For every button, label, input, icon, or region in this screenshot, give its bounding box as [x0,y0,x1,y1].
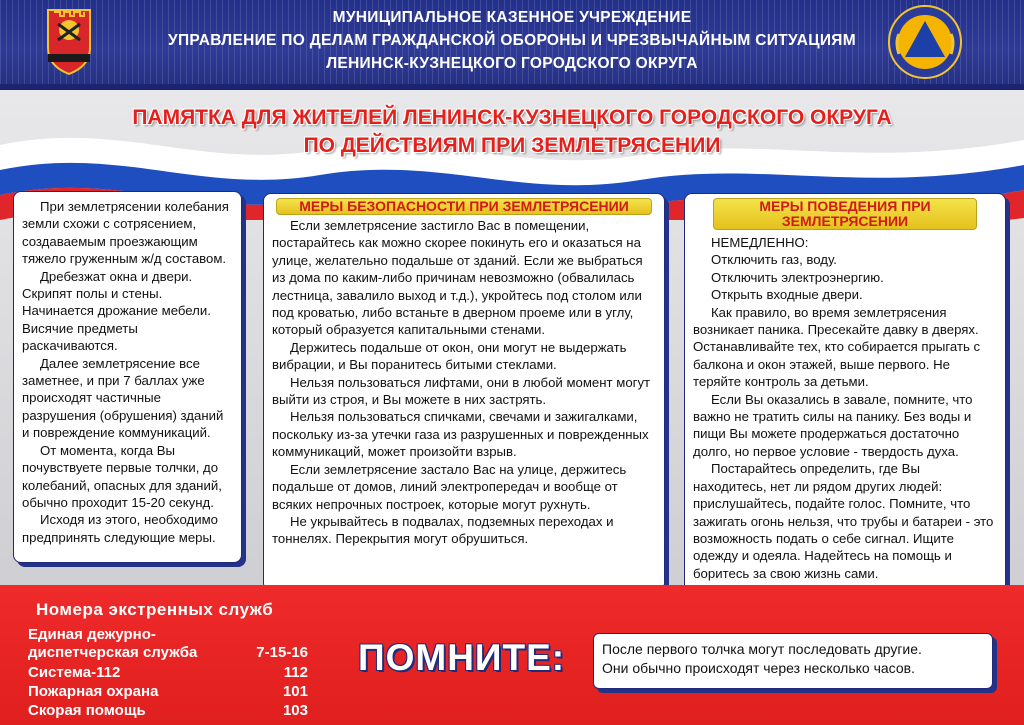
paragraph: Далее землетрясение все заметнее, и при 7 баллах уже происходят частичные разрушения (обрушения) зданий и повреждение коммуникаций. [22,355,224,441]
remember-note: После первого толчка могут последовать другие. Они обычно происходят через несколько часов. [593,633,993,689]
paragraph: Постарайтесь определить, где Вы находитесь, нет ли рядом других людей: прислушайтесь, подайте голос. Помните, что зажигать огонь нельзя, что трубы и батареи - это возможность подать о себе сигнал. Ищите одежду и одеяла. Надейтесь на помощь и боритесь за свою жизнь сами. [693,461,994,581]
service-number: 103 [282,702,308,719]
paragraph: При землетрясении колебания земли схожи с сотрясением, создаваемым проезжающим тяжело груженным ж/д составом. [22,199,229,267]
civil-defense-emblem-icon [887,4,963,80]
paragraph: НЕМЕДЛЕННО: [711,235,809,250]
header-line-3: ЛЕНИНСК-КУЗНЕЦКОГО ГОРОДСКОГО ОКРУГА [326,55,698,72]
service-number: 101 [282,683,308,700]
paragraph: Не укрывайтесь в подвалах, подземных переходах и тоннелях. Перекрытия могут обрушиться. [272,513,614,547]
remember-label: ПОМНИТЕ: [358,637,566,678]
paragraph: Нельзя пользоваться спичками, свечами и зажигалками, поскольку из-за утечки газа из разрушенных и поврежденных коммуникаций, может произойти взрыв. [272,409,649,460]
service-fire: Пожарная охрана 101 [28,683,308,700]
page-subtitle: ПО ДЕЙСТВИЯМ ПРИ ЗЕМЛЕТРЯСЕНИИ [303,134,721,157]
safety-measures-card [263,193,665,591]
service-number: 112 [283,664,308,681]
behavior-measures-card [684,193,1006,594]
header-line-1: МУНИЦИПАЛЬНОЕ КАЗЕННОЕ УЧРЕЖДЕНИЕ [332,9,692,26]
paragraph: Держитесь подальше от окон, они могут не выдержать вибрации, и Вы поранитесь битыми стеклами. [272,339,627,373]
service-112: Система-112 112 [28,664,308,681]
service-edds: Единая дежурно- диспетчерская служба 7-15-16 [28,626,308,661]
paragraph: От момента, когда Вы почувствуете первые толчки, до колебаний, опасных для зданий, обычно проходит 15-20 секунд. [22,442,222,510]
page-title: ПАМЯТКА ДЛЯ ЖИТЕЛЕЙ ЛЕНИНСК-КУЗНЕЦКОГО ГОРОДСКОГО ОКРУГА [132,106,892,129]
paragraph: Дребезжат окна и двери. Скрипят полы и стены. Начинается дрожание мебели. Висячие предметы раскачиваются. [22,268,211,354]
intro-card [13,191,242,563]
behavior-measures-heading: МЕРЫ ПОВЕДЕНИЯ ПРИ ЗЕМЛЕТРЯСЕНИИ [713,198,977,230]
paragraph: Если землетрясение застигло Вас в помещении, постарайтесь как можно скорее покинуть его и оказаться на улице, желательно подальше от зданий. Если же выбраться из дома по каким-либо причинам невозможно (обвалилась лестница, завалило выход и т.д.), укройтесь под столом или под кроватью, либо встаньте в дверном проеме или в углу, который образуется капитальными стенами. [272,218,643,338]
safety-measures-heading: МЕРЫ БЕЗОПАСНОСТИ ПРИ ЗЕМЛЕТРЯСЕНИИ [276,198,652,215]
paragraph: Отключить газ, воду. [711,252,837,268]
paragraph: Отключить электроэнергию. [711,269,884,285]
paragraph: Если землетрясение застало Вас на улице, держитесь подальше от домов, линий электропередач и вообще от всяких непрочных построек, которые могут рухнуть. [272,461,627,512]
paragraph: Как правило, во время землетрясения возникает паника. Пресекайте давку в дверях. Останавливайте тех, кто собирается прыгать с балкона и окон этажей, выше первого. Не теряйте контроль за детьми. [693,304,981,390]
header-banner [0,0,1024,84]
paragraph: Нельзя пользоваться лифтами, они в любой момент могут выйти из строя, и Вы можете в них застрять. [272,374,651,408]
paragraph: Открыть входные двери. [711,287,863,303]
paragraph: Исходя из этого, необходимо предпринять следующие меры. [22,512,219,545]
header-line-2: УПРАВЛЕНИЕ ПО ДЕЛАМ ГРАЖДАНСКОЙ ОБОРОНЫ И ЧРЕЗВЫЧАЙНЫМ СИТУАЦИЯМ [168,32,856,49]
paragraph: Если Вы оказались в завале, помните, что важно не тратить силы на панику. Без воды и пищи Вы можете продержаться достаточно долго, но первое условие - твердость духа. [693,391,973,459]
emergency-title: Номера экстренных служб [36,600,274,619]
service-ambulance: Скорая помощь 103 [28,702,308,719]
service-number: 7-15-16 [256,644,308,661]
